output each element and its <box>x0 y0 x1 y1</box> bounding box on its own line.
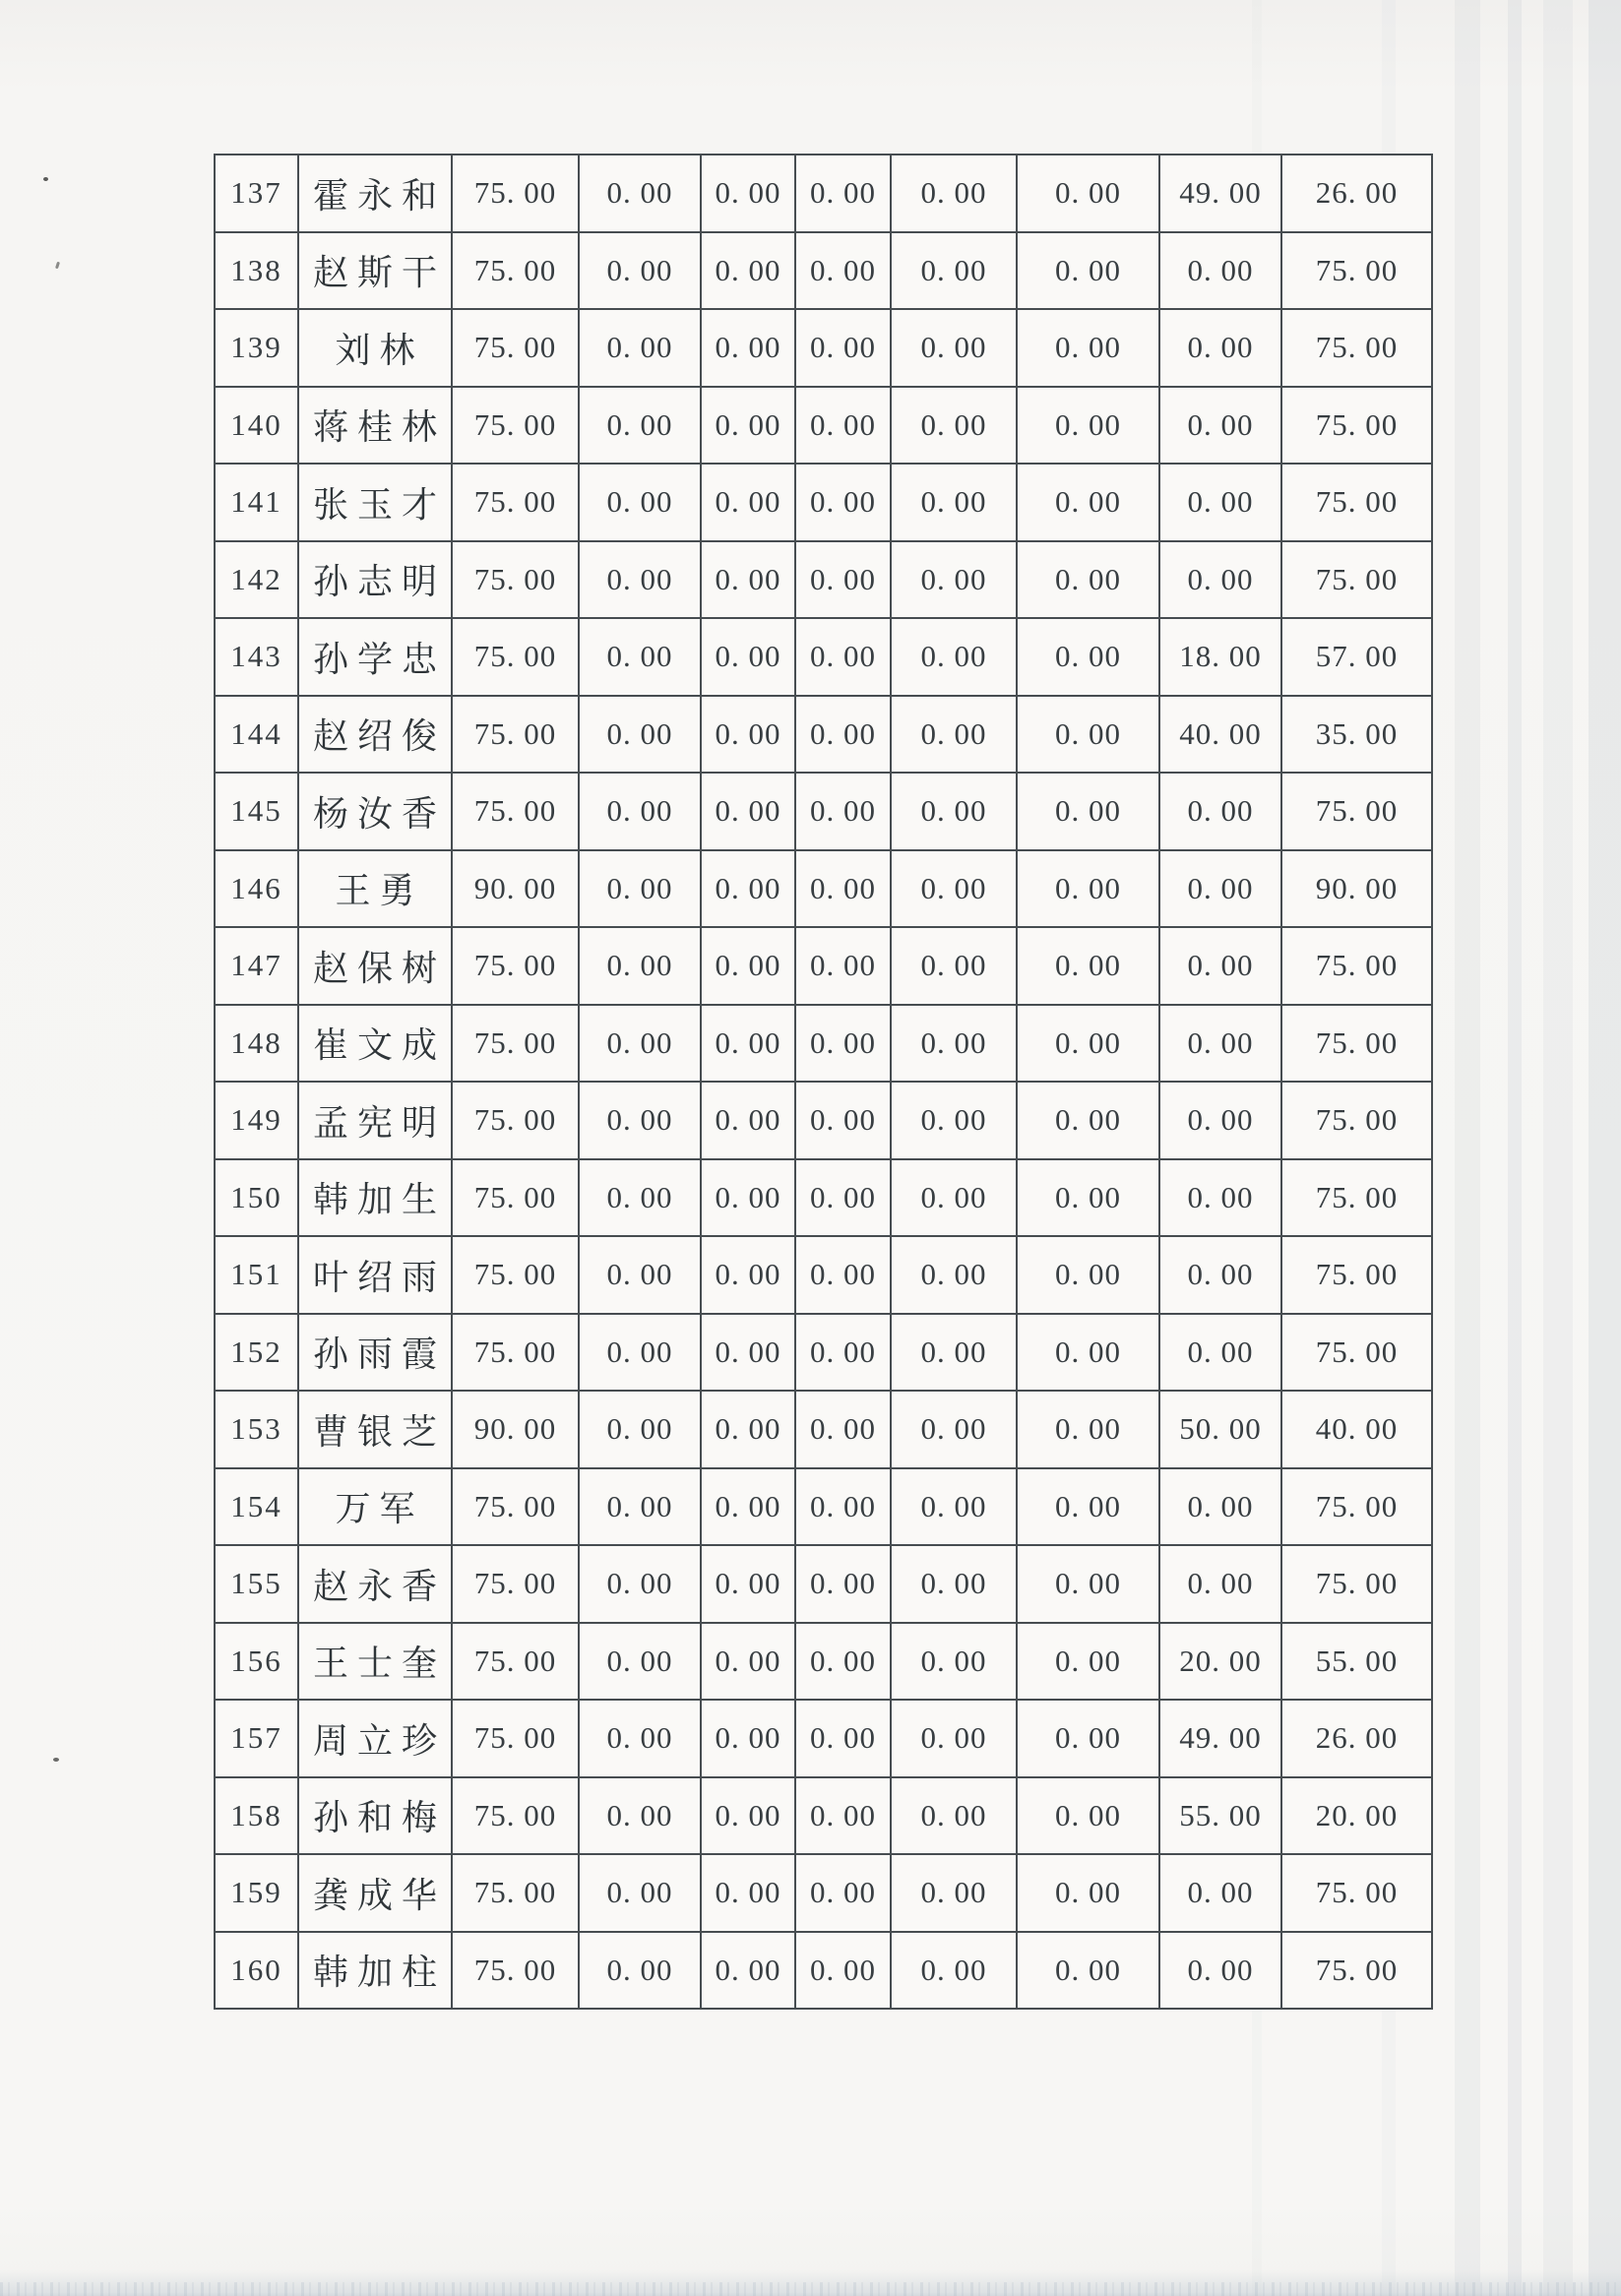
value-cell: 0. 00 <box>795 1391 891 1468</box>
value-cell: 0. 00 <box>1017 1314 1159 1392</box>
name-cell: 龚成华 <box>298 1854 452 1932</box>
scan-streak <box>1543 0 1573 2296</box>
name-cell: 孙雨霞 <box>298 1314 452 1392</box>
value-cell: 0. 00 <box>579 232 701 310</box>
row-number-cell: 139 <box>215 309 298 387</box>
value-cell: 0. 00 <box>1017 232 1159 310</box>
table-row <box>215 1777 1432 1855</box>
value-cell: 0. 00 <box>701 1159 795 1237</box>
value-cell: 0. 00 <box>795 1932 891 2010</box>
value-cell: 0. 00 <box>795 1468 891 1546</box>
value-cell: 0. 00 <box>1159 1314 1281 1392</box>
value-cell: 55. 00 <box>1281 1623 1432 1701</box>
value-cell: 0. 00 <box>579 541 701 619</box>
row-number-cell: 137 <box>215 155 298 232</box>
value-cell: 75. 00 <box>1281 309 1432 387</box>
value-cell: 0. 00 <box>891 1005 1017 1083</box>
value-cell: 0. 00 <box>579 927 701 1005</box>
row-number-cell: 152 <box>215 1314 298 1392</box>
value-cell: 75. 00 <box>452 1854 579 1932</box>
value-cell: 0. 00 <box>1159 541 1281 619</box>
value-cell: 20. 00 <box>1281 1777 1432 1855</box>
value-cell: 57. 00 <box>1281 618 1432 696</box>
name-cell: 韩加柱 <box>298 1932 452 2010</box>
value-cell: 0. 00 <box>1159 850 1281 928</box>
value-cell: 50. 00 <box>1159 1391 1281 1468</box>
value-cell: 0. 00 <box>1159 309 1281 387</box>
row-number-cell: 140 <box>215 387 298 465</box>
value-cell: 35. 00 <box>1281 696 1432 774</box>
value-cell: 0. 00 <box>1017 1468 1159 1546</box>
value-cell: 0. 00 <box>891 1082 1017 1159</box>
value-cell: 75. 00 <box>452 1623 579 1701</box>
name-cell: 赵保树 <box>298 927 452 1005</box>
value-cell: 0. 00 <box>795 1314 891 1392</box>
value-cell: 0. 00 <box>701 1623 795 1701</box>
value-cell: 0. 00 <box>701 1854 795 1932</box>
value-cell: 0. 00 <box>701 464 795 541</box>
value-cell: 0. 00 <box>701 1082 795 1159</box>
row-number-cell: 142 <box>215 541 298 619</box>
row-number-cell: 148 <box>215 1005 298 1083</box>
value-cell: 0. 00 <box>1017 541 1159 619</box>
value-cell: 75. 00 <box>452 464 579 541</box>
value-cell: 0. 00 <box>701 1468 795 1546</box>
value-cell: 0. 00 <box>701 387 795 465</box>
value-cell: 0. 00 <box>701 1391 795 1468</box>
name-cell: 蒋桂林 <box>298 387 452 465</box>
name-cell: 王士奎 <box>298 1623 452 1701</box>
table-row <box>215 1391 1432 1468</box>
value-cell: 0. 00 <box>1017 618 1159 696</box>
value-cell: 0. 00 <box>701 309 795 387</box>
value-cell: 0. 00 <box>1159 927 1281 1005</box>
table-row <box>215 773 1432 850</box>
value-cell: 0. 00 <box>579 1005 701 1083</box>
name-cell: 张玉才 <box>298 464 452 541</box>
value-cell: 75. 00 <box>452 1314 579 1392</box>
value-cell: 0. 00 <box>1017 850 1159 928</box>
value-cell: 0. 00 <box>579 1314 701 1392</box>
scan-streak <box>1589 0 1621 2296</box>
value-cell: 0. 00 <box>1017 309 1159 387</box>
value-cell: 0. 00 <box>891 850 1017 928</box>
value-cell: 0. 00 <box>579 387 701 465</box>
table-row <box>215 696 1432 774</box>
value-cell: 0. 00 <box>1017 464 1159 541</box>
table-row <box>215 850 1432 928</box>
name-cell: 周立珍 <box>298 1700 452 1777</box>
table-row <box>215 1236 1432 1314</box>
value-cell: 0. 00 <box>1159 1468 1281 1546</box>
value-cell: 0. 00 <box>1017 1700 1159 1777</box>
value-cell: 49. 00 <box>1159 1700 1281 1777</box>
value-cell: 0. 00 <box>1159 1082 1281 1159</box>
value-cell: 0. 00 <box>701 1932 795 2010</box>
value-cell: 0. 00 <box>891 541 1017 619</box>
value-cell: 0. 00 <box>1017 387 1159 465</box>
value-cell: 0. 00 <box>1017 1932 1159 2010</box>
value-cell: 0. 00 <box>701 1545 795 1623</box>
value-cell: 0. 00 <box>795 618 891 696</box>
value-cell: 75. 00 <box>1281 1468 1432 1546</box>
name-cell: 孙学忠 <box>298 618 452 696</box>
value-cell: 0. 00 <box>579 1236 701 1314</box>
value-cell: 0. 00 <box>795 1082 891 1159</box>
value-cell: 75. 00 <box>1281 1932 1432 2010</box>
value-cell: 75. 00 <box>1281 927 1432 1005</box>
value-cell: 0. 00 <box>1159 773 1281 850</box>
value-cell: 90. 00 <box>452 850 579 928</box>
value-cell: 0. 00 <box>1159 1159 1281 1237</box>
value-cell: 0. 00 <box>1017 1236 1159 1314</box>
table-row <box>215 1159 1432 1237</box>
table-row <box>215 1005 1432 1083</box>
value-cell: 75. 00 <box>452 155 579 232</box>
value-cell: 0. 00 <box>795 1545 891 1623</box>
name-cell: 韩加生 <box>298 1159 452 1237</box>
value-cell: 0. 00 <box>891 387 1017 465</box>
value-cell: 0. 00 <box>795 232 891 310</box>
value-cell: 0. 00 <box>1017 1623 1159 1701</box>
row-number-cell: 146 <box>215 850 298 928</box>
value-cell: 0. 00 <box>579 850 701 928</box>
value-cell: 0. 00 <box>891 1623 1017 1701</box>
table-row <box>215 541 1432 619</box>
value-cell: 0. 00 <box>1159 1854 1281 1932</box>
value-cell: 0. 00 <box>795 1777 891 1855</box>
name-cell: 赵斯干 <box>298 232 452 310</box>
value-cell: 0. 00 <box>1017 696 1159 774</box>
name-cell: 孙和梅 <box>298 1777 452 1855</box>
value-cell: 18. 00 <box>1159 618 1281 696</box>
table-row <box>215 927 1432 1005</box>
table-row <box>215 1854 1432 1932</box>
scan-bottom-edge <box>0 2270 1621 2296</box>
name-cell: 崔文成 <box>298 1005 452 1083</box>
value-cell: 0. 00 <box>1017 773 1159 850</box>
value-cell: 75. 00 <box>452 1545 579 1623</box>
row-number-cell: 144 <box>215 696 298 774</box>
value-cell: 0. 00 <box>579 696 701 774</box>
value-cell: 75. 00 <box>452 1700 579 1777</box>
value-cell: 75. 00 <box>1281 1159 1432 1237</box>
value-cell: 0. 00 <box>1017 155 1159 232</box>
value-cell: 0. 00 <box>701 541 795 619</box>
value-cell: 0. 00 <box>701 1700 795 1777</box>
value-cell: 0. 00 <box>795 696 891 774</box>
score-table-body <box>215 155 1432 2009</box>
value-cell: 0. 00 <box>1017 1391 1159 1468</box>
scan-streak <box>1508 0 1522 2296</box>
name-cell: 王勇 <box>298 850 452 928</box>
value-cell: 0. 00 <box>891 155 1017 232</box>
value-cell: 0. 00 <box>795 1005 891 1083</box>
value-cell: 0. 00 <box>579 1623 701 1701</box>
value-cell: 0. 00 <box>891 1236 1017 1314</box>
value-cell: 0. 00 <box>579 1777 701 1855</box>
row-number-cell: 147 <box>215 927 298 1005</box>
value-cell: 0. 00 <box>579 1700 701 1777</box>
name-cell: 曹银芝 <box>298 1391 452 1468</box>
value-cell: 0. 00 <box>891 1854 1017 1932</box>
value-cell: 0. 00 <box>795 464 891 541</box>
value-cell: 0. 00 <box>1017 1777 1159 1855</box>
value-cell: 0. 00 <box>1017 1082 1159 1159</box>
value-cell: 0. 00 <box>891 618 1017 696</box>
value-cell: 0. 00 <box>795 850 891 928</box>
value-cell: 0. 00 <box>1159 387 1281 465</box>
value-cell: 0. 00 <box>579 1391 701 1468</box>
value-cell: 0. 00 <box>579 618 701 696</box>
scan-streak <box>1455 0 1480 2296</box>
value-cell: 0. 00 <box>795 1623 891 1701</box>
value-cell: 0. 00 <box>795 1700 891 1777</box>
value-cell: 0. 00 <box>701 773 795 850</box>
table-row <box>215 232 1432 310</box>
value-cell: 75. 00 <box>1281 1082 1432 1159</box>
value-cell: 0. 00 <box>1159 464 1281 541</box>
value-cell: 0. 00 <box>795 1159 891 1237</box>
value-cell: 0. 00 <box>701 155 795 232</box>
value-cell: 0. 00 <box>579 464 701 541</box>
value-cell: 55. 00 <box>1159 1777 1281 1855</box>
row-number-cell: 151 <box>215 1236 298 1314</box>
row-number-cell: 138 <box>215 232 298 310</box>
value-cell: 0. 00 <box>701 850 795 928</box>
table-row <box>215 1700 1432 1777</box>
value-cell: 40. 00 <box>1159 696 1281 774</box>
value-cell: 26. 00 <box>1281 155 1432 232</box>
value-cell: 0. 00 <box>891 1391 1017 1468</box>
table-row <box>215 1623 1432 1701</box>
table-row <box>215 1082 1432 1159</box>
value-cell: 0. 00 <box>795 309 891 387</box>
value-cell: 75. 00 <box>452 1082 579 1159</box>
value-cell: 75. 00 <box>452 387 579 465</box>
value-cell: 0. 00 <box>579 1854 701 1932</box>
value-cell: 0. 00 <box>579 1932 701 2010</box>
name-cell: 杨汝香 <box>298 773 452 850</box>
value-cell: 0. 00 <box>701 927 795 1005</box>
value-cell: 49. 00 <box>1159 155 1281 232</box>
value-cell: 90. 00 <box>1281 850 1432 928</box>
value-cell: 0. 00 <box>1017 1159 1159 1237</box>
value-cell: 0. 00 <box>579 773 701 850</box>
value-cell: 75. 00 <box>1281 541 1432 619</box>
value-cell: 75. 00 <box>452 232 579 310</box>
value-cell: 0. 00 <box>579 155 701 232</box>
value-cell: 75. 00 <box>1281 1236 1432 1314</box>
value-cell: 0. 00 <box>795 1236 891 1314</box>
value-cell: 0. 00 <box>1017 1854 1159 1932</box>
value-cell: 0. 00 <box>891 1468 1017 1546</box>
value-cell: 75. 00 <box>452 1932 579 2010</box>
score-table <box>214 154 1433 2010</box>
value-cell: 0. 00 <box>701 1005 795 1083</box>
value-cell: 0. 00 <box>579 1159 701 1237</box>
value-cell: 0. 00 <box>795 927 891 1005</box>
value-cell: 75. 00 <box>452 696 579 774</box>
row-number-cell: 141 <box>215 464 298 541</box>
value-cell: 0. 00 <box>891 1159 1017 1237</box>
value-cell: 75. 00 <box>1281 464 1432 541</box>
value-cell: 0. 00 <box>891 1700 1017 1777</box>
row-number-cell: 156 <box>215 1623 298 1701</box>
value-cell: 0. 00 <box>1159 1932 1281 2010</box>
value-cell: 0. 00 <box>891 1314 1017 1392</box>
row-number-cell: 154 <box>215 1468 298 1546</box>
row-number-cell: 160 <box>215 1932 298 2010</box>
value-cell: 0. 00 <box>795 773 891 850</box>
row-number-cell: 157 <box>215 1700 298 1777</box>
value-cell: 0. 00 <box>795 387 891 465</box>
value-cell: 0. 00 <box>701 232 795 310</box>
value-cell: 0. 00 <box>891 309 1017 387</box>
value-cell: 75. 00 <box>452 309 579 387</box>
value-cell: 0. 00 <box>579 1545 701 1623</box>
value-cell: 0. 00 <box>579 309 701 387</box>
name-cell: 孙志明 <box>298 541 452 619</box>
value-cell: 75. 00 <box>452 1777 579 1855</box>
value-cell: 0. 00 <box>1159 1005 1281 1083</box>
value-cell: 0. 00 <box>579 1082 701 1159</box>
name-cell: 霍永和 <box>298 155 452 232</box>
value-cell: 0. 00 <box>891 464 1017 541</box>
name-cell: 万军 <box>298 1468 452 1546</box>
value-cell: 75. 00 <box>452 541 579 619</box>
value-cell: 75. 00 <box>1281 387 1432 465</box>
value-cell: 0. 00 <box>701 1236 795 1314</box>
row-number-cell: 155 <box>215 1545 298 1623</box>
value-cell: 75. 00 <box>1281 232 1432 310</box>
value-cell: 75. 00 <box>452 1005 579 1083</box>
row-number-cell: 159 <box>215 1854 298 1932</box>
value-cell: 75. 00 <box>1281 1854 1432 1932</box>
row-number-cell: 149 <box>215 1082 298 1159</box>
value-cell: 26. 00 <box>1281 1700 1432 1777</box>
row-number-cell: 145 <box>215 773 298 850</box>
value-cell: 0. 00 <box>1017 1545 1159 1623</box>
value-cell: 0. 00 <box>1017 1005 1159 1083</box>
value-cell: 0. 00 <box>1159 1545 1281 1623</box>
value-cell: 40. 00 <box>1281 1391 1432 1468</box>
value-cell: 0. 00 <box>701 1777 795 1855</box>
value-cell: 75. 00 <box>452 1236 579 1314</box>
row-number-cell: 143 <box>215 618 298 696</box>
value-cell: 75. 00 <box>1281 1314 1432 1392</box>
value-cell: 0. 00 <box>891 1932 1017 2010</box>
name-cell: 孟宪明 <box>298 1082 452 1159</box>
value-cell: 0. 00 <box>701 696 795 774</box>
name-cell: 刘林 <box>298 309 452 387</box>
value-cell: 75. 00 <box>1281 1005 1432 1083</box>
value-cell: 75. 00 <box>452 618 579 696</box>
value-cell: 90. 00 <box>452 1391 579 1468</box>
value-cell: 0. 00 <box>795 155 891 232</box>
value-cell: 0. 00 <box>891 1777 1017 1855</box>
ink-speck <box>43 177 48 181</box>
value-cell: 75. 00 <box>452 773 579 850</box>
value-cell: 75. 00 <box>452 1159 579 1237</box>
value-cell: 75. 00 <box>1281 773 1432 850</box>
table-row <box>215 1545 1432 1623</box>
table-row <box>215 1314 1432 1392</box>
name-cell: 赵绍俊 <box>298 696 452 774</box>
value-cell: 75. 00 <box>452 1468 579 1546</box>
ink-speck <box>53 1758 59 1762</box>
table-row <box>215 309 1432 387</box>
value-cell: 0. 00 <box>891 232 1017 310</box>
table-row <box>215 1932 1432 2010</box>
name-cell: 赵永香 <box>298 1545 452 1623</box>
name-cell: 叶绍雨 <box>298 1236 452 1314</box>
value-cell: 0. 00 <box>891 1545 1017 1623</box>
row-number-cell: 158 <box>215 1777 298 1855</box>
value-cell: 0. 00 <box>1017 927 1159 1005</box>
value-cell: 0. 00 <box>891 773 1017 850</box>
value-cell: 0. 00 <box>1159 232 1281 310</box>
value-cell: 0. 00 <box>701 1314 795 1392</box>
table-row <box>215 1468 1432 1546</box>
value-cell: 0. 00 <box>579 1468 701 1546</box>
table-row <box>215 155 1432 232</box>
value-cell: 20. 00 <box>1159 1623 1281 1701</box>
row-number-cell: 153 <box>215 1391 298 1468</box>
value-cell: 0. 00 <box>891 696 1017 774</box>
value-cell: 75. 00 <box>1281 1545 1432 1623</box>
table-row <box>215 387 1432 465</box>
value-cell: 0. 00 <box>795 541 891 619</box>
table-row <box>215 464 1432 541</box>
value-cell: 0. 00 <box>795 1854 891 1932</box>
ink-speck <box>55 262 60 270</box>
value-cell: 75. 00 <box>452 927 579 1005</box>
value-cell: 0. 00 <box>891 927 1017 1005</box>
table-row <box>215 618 1432 696</box>
value-cell: 0. 00 <box>1159 1236 1281 1314</box>
value-cell: 0. 00 <box>701 618 795 696</box>
row-number-cell: 150 <box>215 1159 298 1237</box>
